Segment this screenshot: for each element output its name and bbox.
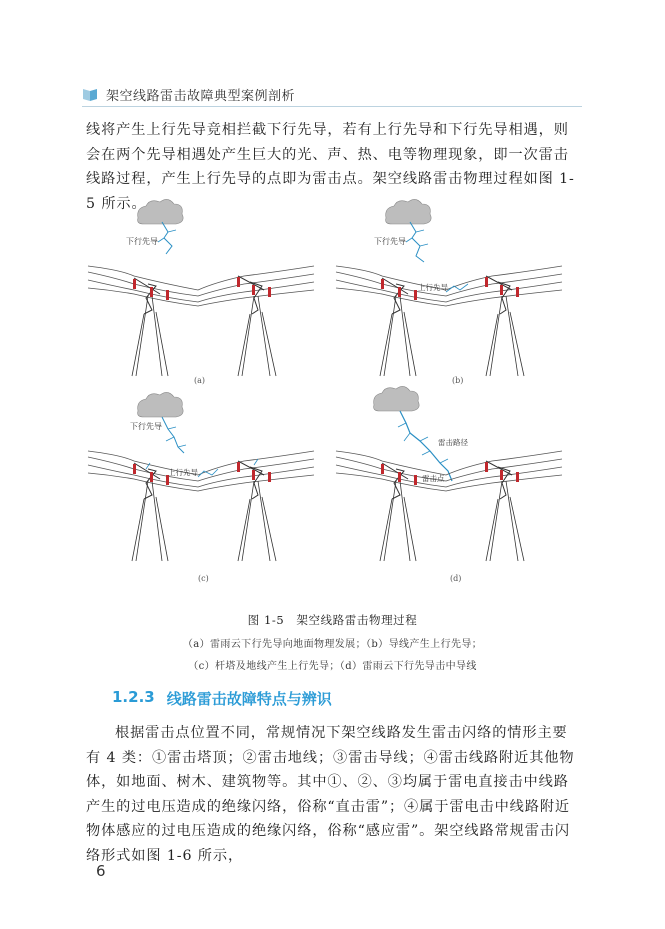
label-upward-leader: 上行先导	[168, 468, 198, 477]
panel-d	[336, 386, 562, 583]
page-number: 6	[96, 862, 106, 880]
body-paragraph: 根据雷击点位置不同，常规情况下架空线路发生雷击闪络的情形主要有 4 类：①雷击塔顶；②雷击地线；③雷击导线；④雷击线路附近其他物体，如地面、树木、建筑物等。其中①、②、③均属于雷电直接击中线路产生的过电压造成的绝缘闪络，俗称“直击雷”；④属于雷电击中线路附近物体感应的过电压造成的绝缘闪络，俗称“感应雷”。架空线路常规雷击闪络形式如图 1-6 所示，	[86, 725, 575, 864]
panel-c	[88, 392, 314, 583]
running-header	[82, 84, 295, 104]
panel-d-tag: (d)	[450, 574, 462, 583]
panel-b	[336, 199, 562, 385]
label-downward-leader: 下行先导	[130, 422, 162, 431]
figure-1-5	[86, 186, 586, 611]
intro-paragraph: 线将产生上行先导竞相拦截下行先导，若有上行先导和下行先导相遇，则会在两个先导相遇处产生巨大的光、声、热、电等物理现象，即一次雷击线路过程，产生上行先导的点即为雷击点。架空线路雷击物理过程如图 1-5 所示。	[86, 122, 575, 212]
panel-a-tag: (a)	[194, 376, 206, 385]
header-divider	[82, 106, 582, 107]
header-title: 架空线路雷击故障典型案例剖析	[106, 88, 296, 104]
label-strike-point: 雷击点	[422, 474, 445, 483]
figure-caption: 图 1-5 架空线路雷击物理过程	[247, 613, 418, 627]
panel-b-tag: (b)	[452, 376, 464, 385]
label-lightning-path: 雷击路径	[438, 438, 468, 447]
section-heading	[112, 688, 332, 709]
label-downward-leader: 下行先导	[374, 237, 406, 246]
panel-a	[88, 199, 314, 385]
figure-note-line2: （c）杆塔及地线产生上行先导；（d）雷雨云下行先导击中导线	[188, 661, 477, 672]
section-title: 线路雷击故障特点与辨识	[166, 690, 332, 708]
label-upward-leader: 上行先导	[418, 283, 448, 292]
figure-note-line1: （a）雷雨云下行先导向地面物理发展；（b）导线产生上行先导；	[182, 639, 483, 650]
book-icon	[82, 86, 98, 102]
section-number: 1.2.3	[112, 688, 155, 706]
panel-c-tag: (c)	[198, 574, 209, 583]
label-downward-leader: 下行先导	[126, 237, 158, 246]
